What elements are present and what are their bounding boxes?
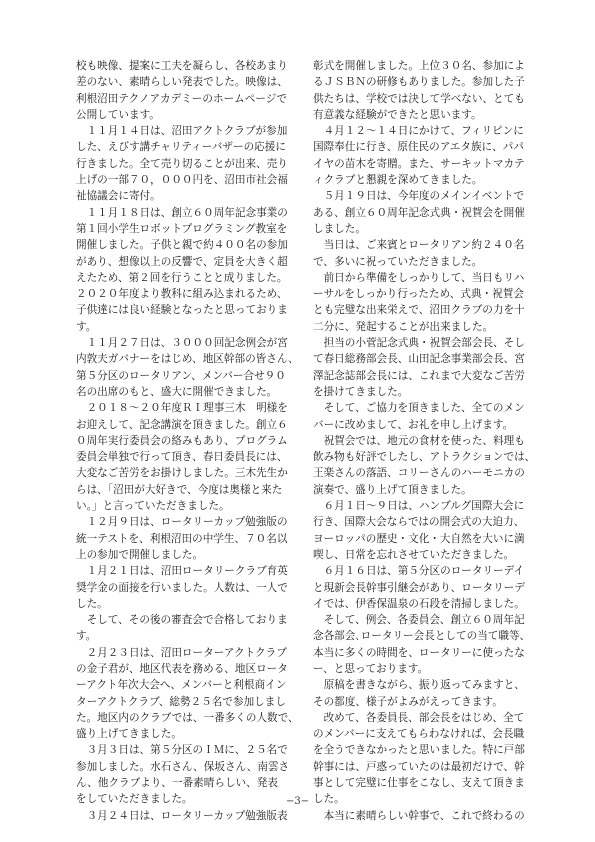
text-line: ２月２３日は、沼田ローターアクトクラブ [76,646,287,659]
text-line: ６月１６日は、第５分区のロータリーデイ [313,565,525,578]
text-line: らは、「沼田が大好きで、今度は奥様と来た [76,483,283,496]
text-line: ６月１日～９日は、ハンブルグ国際大会に [313,500,525,513]
text-line: 原稿を書きながら、振り返ってみますと、 [313,679,525,692]
text-line: ターアクトクラブ、総勢２５名で参加しまし [76,695,286,708]
text-line: その都度、様子がよみがえってきます。 [313,695,503,708]
text-line: 彰式を開催しました。上位３０名、参加によ [313,60,525,72]
text-line: 内敦夫ガバナーをはじめ、地区幹部の皆さん、 [76,353,299,366]
text-line: 委員会単独で行って頂き、春日委員長には、 [76,451,288,464]
text-line: そして、例会、各委員会、創立６０周年記 [313,614,525,627]
text-line: 上げの一部７０，０００円を、沼田市社会福 [76,174,288,187]
text-line: 利根沼田テクノアカデミーのホームページで [76,92,287,105]
text-line: があり、想像以上の反響で、定員を大きく超 [76,255,288,268]
text-line: 供たちは、学校では決して学べない、とても [313,92,525,105]
text-line: 校も映像、提案に工夫を凝らし、各校あまり [76,60,288,72]
text-line: した。 [76,597,108,610]
text-line: ３月３日は、第５分区のＩＭに、２５名で [76,744,288,757]
page-number: −3− [285,796,310,807]
text-line: 有意義な経験ができたと思います。 [313,108,482,121]
text-line: 念各部会､ロータリー会長としての当て職等、 [313,630,531,643]
text-line: す。 [76,630,97,643]
text-line: ２０１８～２０年度ＲＩ理事三木 明様を [76,402,288,415]
text-line: 名の出席のもと、盛大に開催できました。 [76,385,278,398]
text-line: １１月１４日は、沼田アクトクラブが参加 [76,125,288,138]
text-line: 統一テストを、利根沼田の中学生、７０名以 [76,532,288,545]
text-line: 上の参加で開催しました。 [76,548,204,561]
text-line: ん、他クラブより、一番素晴らしい、発表 [76,777,278,790]
text-line: ２０２０年度より教科に組み込まれるため、 [76,288,288,301]
text-line: そして、ご協力を頂きました、全てのメン [313,402,525,415]
text-line: 第５分区のロータリアン、メンバー合せ９０ [76,369,286,382]
text-line: 幹事には、戸惑っていたのは最初だけで、幹 [313,760,525,773]
text-line: １２月９日は、ロータリーカップ勉強版の [76,516,288,529]
text-line: を掛けてきました。 [313,385,409,398]
text-line: ー、と思っております。 [313,662,429,675]
text-line: 祉協議会に寄付。 [76,190,161,203]
text-line: 当日は、ご来賓とロータリアン約２４０名 [313,239,525,252]
text-line: １１月２７日は、３０００回記念例会が宮 [76,337,288,350]
text-line: を全うできなかったと思いました。特に戸部 [313,744,525,757]
text-line: 担当の小菅記念式典・祝賀会部会長、そし [313,337,525,350]
text-line: イヤの苗木を寄贈。また、サーキットマカテ [313,157,525,170]
text-line: 祝賀会では、地元の食材を使った、料理も [313,434,525,447]
text-line: 事として完璧に仕事をこなし、支えて頂きま [313,777,525,790]
text-line: 本当に多くの時間を、ロータリーに使ったな [313,646,525,659]
text-line: 前日から準備をしっかりして、当日もリハ [313,271,525,284]
text-line: バーに改めまして、お礼を申し上げます。 [313,418,514,431]
text-line: と現新会長幹事引継会があり、ロータリーデ [313,581,525,594]
text-line: とも完璧な出来栄えで、沼田クラブの力を十 [313,304,525,317]
text-line: した。 [313,793,345,806]
text-line: えたため、第２回を行うことと成りました。 [76,271,288,284]
text-line: 演奏で、盛り上げて頂きました。 [313,483,472,496]
text-line: ３月２４日は、ロータリーカップ勉強版表 [76,809,288,822]
text-line: るＪＳＢＮの研修もありました。参加した子 [313,76,525,89]
text-line: た。地区内のクラブでは、一番多くの人数で、 [76,711,299,724]
text-line: ィクラブと懇親を深めてきました。 [313,174,483,187]
text-line: 行きました。全て売り切ることが出来、売り [76,157,288,170]
text-line: 公開しています。 [76,108,160,121]
text-line: 盛り上げてきました。 [76,728,182,741]
text-line: しました。 [313,222,366,235]
text-line: した、えびす講チャリティーバザーの応援に [76,141,286,154]
text-line: ４月１２～１４日にかけて、フィリピンに [313,125,524,138]
text-line: のメンバーに支えてもらわなければ、会長職 [313,728,525,741]
text-line: １月２１日は、沼田ロータリークラブ育英 [76,565,288,578]
text-line: い。」と言っていただきました。 [76,500,230,513]
text-line: す。 [76,320,97,333]
right-text-column [313,58,545,824]
text-line: をしていただきました。 [76,793,193,806]
text-line: の金子君が、地区代表を務める、地区ロータ [76,662,288,675]
text-line: ０周年実行委員会の絡みもあり、プログラム [76,434,288,447]
text-line: て春日総務部会長、山田記念事業部会長、宮 [313,353,525,366]
text-line: 大変なご苦労をお掛けしました。三木先生か [76,467,288,480]
text-line: 第１回小学生ロボットプログラミング教室を [76,222,288,235]
text-line: 王楽さんの落語、コリーさんのハーモニカの [313,467,525,480]
text-line: ーサルをしっかり行ったため、式典・祝賀会 [313,288,524,301]
text-line: ヨーロッパの歴史・文化・大自然を大いに満 [313,532,525,545]
text-line: お迎えして、記念講演を頂きました。創立６ [76,418,288,431]
text-line: 開催しました。子供と親で約４００名の参加 [76,239,288,252]
text-line: 澤記念誌部会長には、これまで大変なご苦労 [313,369,525,382]
text-line: 子供達には良い経験となったと思っておりま [76,304,288,317]
text-line: イでは、伊香保温泉の石段を清掃しました。 [313,597,525,610]
text-line: 国際奉仕に行き、原住民のアエタ族に、パパ [313,141,524,154]
text-line: 本当に素晴らしい幹事で、これで終わるの [313,809,525,822]
left-text-column [76,58,308,824]
text-line: 奨学金の面接を行いました。人数は、一人で [76,581,288,594]
text-line: 改めて、各委員長、部会長をはじめ、全て [313,711,525,724]
text-line: 行き、国際大会ならではの開会式の大迫力、 [313,516,525,529]
text-line: 喫し、日常を忘れさせていただきました。 [313,548,515,561]
text-line: ある、創立６０周年記念式典・祝賀会を開催 [313,206,525,219]
text-line: ５月１９日は、今年度のメインイベントで [313,190,525,203]
text-line: そして、その後の審査会で合格しておりま [76,614,288,627]
text-line: ーアクト年次大会へ、メンバーと利根商イン [76,679,287,692]
text-line: 参加しました。水石さん、保坂さん、南雲さ [76,760,290,773]
text-line: 二分に、発起することが出来ました。 [313,320,494,333]
text-line: で、多いに祝っていただきました。 [313,255,483,268]
text-line: 飲み物も好評でしたし、アトラクションでは、 [313,451,536,464]
text-line: 差のない、素晴らしい発表でした。映像は、 [76,76,288,89]
text-line: １１月１８日は、創立６０周年記念事業の [76,206,288,219]
